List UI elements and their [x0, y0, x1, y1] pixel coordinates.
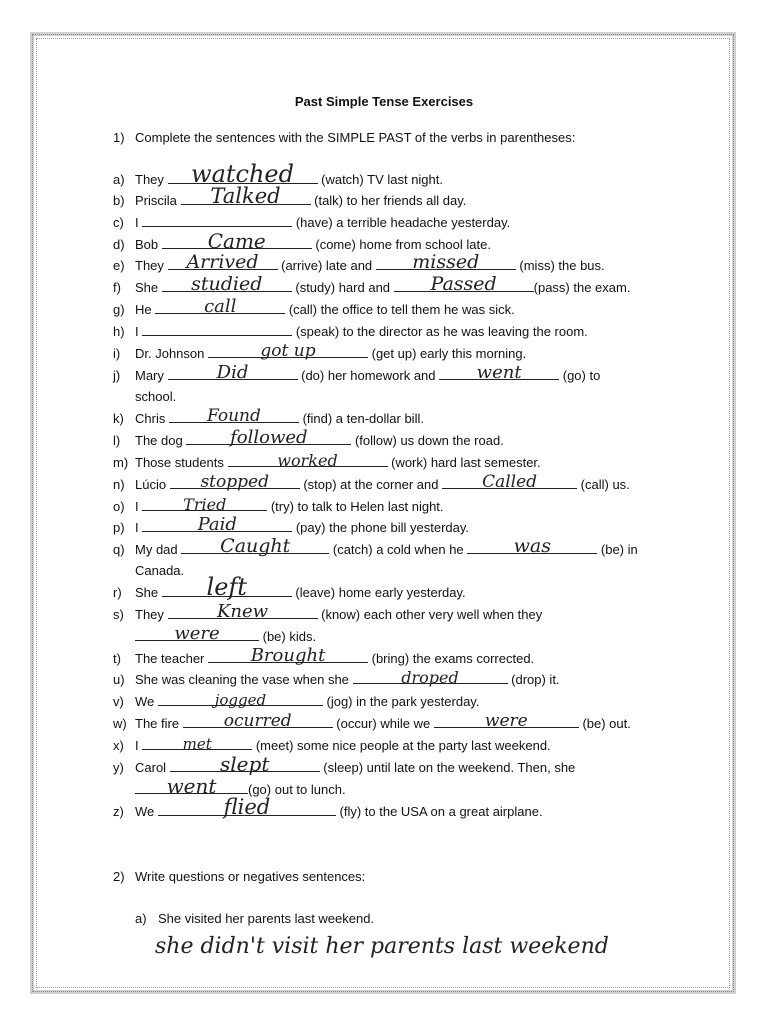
item-letter: x)	[113, 738, 124, 753]
sentence-text: She was cleaning the vase when she	[135, 672, 353, 687]
item-sentence	[135, 668, 560, 688]
sentence-text: (leave) home early yesterday.	[291, 585, 466, 600]
answer-blank[interactable]	[142, 514, 292, 535]
sentence-text: (go) to	[559, 368, 601, 383]
handwritten-answer-word: Found	[207, 406, 261, 426]
handwritten-answer-word: met	[182, 735, 212, 753]
sentence-text: (know) each other very well when they	[317, 607, 543, 622]
item-letter: c)	[113, 215, 124, 230]
sentence-text: (study) hard and	[291, 280, 394, 295]
handwritten-answer-word: Knew	[216, 601, 269, 622]
answer-blank[interactable]	[168, 251, 278, 273]
item-sentence	[135, 184, 467, 209]
item-sentence	[135, 451, 541, 471]
sentence-text: I	[135, 324, 143, 339]
sentence-text: (meet) some nice people at the party last weekend.	[252, 738, 551, 753]
sentence-text: Carol	[135, 760, 170, 775]
answer-blank[interactable]	[442, 472, 577, 492]
handwritten-answer-word: Called	[482, 472, 538, 492]
sentence-text: Those students	[135, 455, 228, 470]
item-sentence	[135, 324, 588, 340]
sentence-text: The teacher	[135, 651, 208, 666]
item-letter: t)	[113, 651, 121, 666]
sentence-text: I	[135, 215, 143, 230]
sentence-text: (stop) at the corner and	[299, 477, 443, 492]
answer-blank[interactable]	[170, 752, 320, 776]
handwritten-answer-word: flied	[223, 795, 271, 819]
sentence-text: She	[135, 280, 162, 295]
handwritten-answer-word: were	[174, 623, 220, 644]
answer-blank[interactable]	[142, 324, 292, 336]
sentence-text: I	[135, 738, 143, 753]
item-letter: a)	[113, 172, 125, 187]
sentence-text: They	[135, 258, 168, 273]
section2-instruction: Write questions or negatives sentences:	[135, 869, 366, 884]
sentence-text: (follow) us down the road.	[351, 433, 504, 448]
handwritten-answer-word: stopped	[200, 472, 269, 492]
sentence-text: Canada.	[135, 563, 185, 578]
item-sentence	[135, 711, 631, 732]
answer-blank[interactable]	[434, 711, 579, 731]
item-sentence	[135, 341, 527, 362]
answer-blank[interactable]	[181, 535, 329, 557]
item-letter: p)	[113, 520, 125, 535]
sentence-text: (find) a ten-dollar bill.	[298, 411, 424, 426]
sentence-text: (do) her homework and	[297, 368, 440, 383]
handwritten-answer-word: went	[166, 774, 217, 798]
answer-blank[interactable]	[394, 273, 534, 295]
answer-blank[interactable]	[162, 273, 292, 295]
item-sentence	[135, 406, 424, 427]
item-letter: m)	[113, 455, 129, 470]
item-sentence	[135, 273, 631, 296]
sentence-text: (arrive) late and	[277, 258, 376, 273]
section2-item-text: She visited her parents last weekend.	[158, 911, 375, 926]
sentence-text: I	[135, 499, 143, 514]
handwritten-answer-word: Passed	[430, 273, 497, 295]
answer-blank[interactable]	[208, 341, 368, 361]
handwritten-answer-word: worked	[277, 451, 338, 470]
item-sentence	[135, 623, 317, 645]
sentence-text: We	[135, 694, 158, 709]
item-letter: z)	[113, 804, 124, 819]
answer-blank[interactable]	[181, 184, 311, 208]
sentence-text: (occur) while we	[332, 716, 434, 731]
handwritten-answer-word: Caught	[220, 535, 291, 557]
answer-blank[interactable]	[162, 229, 312, 253]
section2-item-letter: a)	[135, 911, 147, 926]
item-sentence	[135, 601, 543, 623]
answer-blank[interactable]	[158, 795, 336, 819]
handwritten-answer-word: left	[206, 573, 247, 601]
sentence-text: (bring) the exams corrected.	[368, 651, 535, 666]
item-letter: j)	[113, 368, 121, 383]
sentence-text: Lúcio	[135, 477, 170, 492]
item-sentence	[135, 573, 466, 601]
sentence-text: (sleep) until late on the weekend. Then, she	[319, 760, 576, 775]
handwritten-answer-word: Paid	[197, 514, 237, 535]
answer-blank[interactable]	[169, 406, 299, 426]
section2-number: 2)	[113, 869, 125, 884]
sentence-text: (come) home from school late.	[311, 237, 491, 252]
answer-blank[interactable]	[183, 711, 333, 731]
item-sentence	[135, 645, 535, 667]
sentence-text: (fly) to the USA on a great airplane.	[335, 804, 543, 819]
handwritten-answer-word: got up	[260, 341, 316, 361]
handwritten-answer-word: Brought	[250, 645, 326, 666]
sentence-text: Mary	[135, 368, 168, 383]
handwritten-answer-word: were	[484, 711, 528, 731]
sentence-text: (go) out to lunch.	[248, 782, 346, 797]
sentence-text: My dad	[135, 542, 182, 557]
sentence-text: She	[135, 585, 162, 600]
section1-instruction: Complete the sentences with the SIMPLE PAST of the verbs in parentheses:	[135, 130, 576, 145]
handwritten-answer-word: slept	[220, 752, 270, 776]
item-letter: e)	[113, 258, 125, 273]
sentence-text: We	[135, 804, 158, 819]
handwritten-answer-word: Arrived	[186, 251, 259, 273]
answer-blank[interactable]	[353, 668, 508, 687]
page-title: Past Simple Tense Exercises	[294, 94, 474, 109]
sentence-text: (pass) the exam.	[533, 280, 631, 295]
handwritten-answer-word: Did	[216, 362, 249, 383]
sentence-text: They	[135, 607, 168, 622]
sentence-text: (talk) to her friends all day.	[310, 193, 467, 208]
sentence-text: (work) hard last semester.	[387, 455, 541, 470]
handwritten-answer-word: Talked	[210, 184, 281, 208]
item-letter: l)	[113, 433, 121, 448]
item-letter: q)	[113, 542, 125, 557]
answer-blank[interactable]	[135, 623, 259, 644]
sentence-text: (call) the office to tell them he was sick.	[285, 302, 515, 317]
sentence-text: They	[135, 172, 168, 187]
handwritten-answer[interactable]: she didn't visit her parents last weekend	[155, 934, 609, 959]
sentence-text: The fire	[135, 716, 183, 731]
answer-blank[interactable]	[168, 362, 298, 383]
item-sentence	[135, 535, 638, 558]
answer-blank[interactable]	[155, 296, 285, 317]
handwritten-answer-word: jogged	[214, 691, 267, 709]
handwritten-answer-word: ocurred	[223, 711, 292, 731]
item-letter: v)	[113, 694, 124, 709]
answer-blank[interactable]	[135, 774, 248, 798]
handwritten-answer-word: followed	[230, 427, 308, 448]
answer-blank[interactable]	[158, 691, 323, 709]
sentence-text: (watch) TV last night.	[317, 172, 443, 187]
answer-blank[interactable]	[142, 215, 292, 227]
sentence-text: Dr. Johnson	[135, 346, 208, 361]
sentence-text: (have) a terrible headache yesterday.	[292, 215, 511, 230]
sentence-text: (get up) early this morning.	[368, 346, 527, 361]
sentence-text: (catch) a cold when he	[329, 542, 468, 557]
section1-number: 1)	[113, 130, 125, 145]
handwritten-answer-word: call	[204, 296, 237, 317]
item-sentence	[135, 735, 551, 754]
handwritten-answer-word: went	[476, 362, 522, 383]
sentence-text: (try) to talk to Helen last night.	[267, 499, 444, 514]
item-letter: n)	[113, 477, 125, 492]
handwritten-answer-word: studied	[191, 273, 263, 295]
sentence-text: (jog) in the park yesterday.	[322, 694, 480, 709]
item-sentence	[135, 495, 444, 515]
sentence-text: (miss) the bus.	[515, 258, 605, 273]
item-sentence	[135, 389, 176, 405]
item-letter: s)	[113, 607, 124, 622]
item-letter: y)	[113, 760, 124, 775]
item-letter: g)	[113, 302, 125, 317]
item-letter: k)	[113, 411, 124, 426]
handwritten-answer-word: missed	[412, 251, 480, 273]
item-sentence	[135, 795, 543, 820]
answer-blank[interactable]	[142, 495, 267, 514]
answer-blank[interactable]	[170, 472, 300, 492]
answer-blank[interactable]	[228, 451, 388, 470]
sentence-text: school.	[135, 389, 177, 404]
item-sentence	[135, 514, 470, 536]
sentence-text: He	[135, 302, 156, 317]
item-letter: d)	[113, 237, 125, 252]
answer-blank[interactable]	[467, 535, 597, 557]
item-sentence	[135, 472, 630, 493]
item-letter: u)	[113, 672, 125, 687]
answer-blank[interactable]	[168, 601, 318, 622]
sentence-text: (be) kids.	[259, 629, 317, 644]
item-sentence	[135, 296, 515, 318]
item-letter: i)	[113, 346, 121, 361]
item-letter: r)	[113, 585, 122, 600]
answer-blank[interactable]	[162, 573, 292, 601]
item-sentence	[135, 251, 605, 274]
sentence-text: (pay) the phone bill yesterday.	[292, 520, 470, 535]
answer-blank[interactable]	[376, 251, 516, 273]
sentence-text: The dog	[135, 433, 187, 448]
handwritten-answer-word: Came	[207, 229, 266, 253]
sentence-text: (be) out.	[578, 716, 631, 731]
handwritten-answer-word: droped	[401, 668, 459, 687]
item-sentence	[135, 427, 504, 449]
item-letter: f)	[113, 280, 121, 295]
sentence-text: Chris	[135, 411, 169, 426]
handwritten-answer-word: Tried	[183, 495, 227, 514]
sentence-text: Priscila	[135, 193, 181, 208]
item-letter: h)	[113, 324, 125, 339]
answer-blank[interactable]	[168, 160, 318, 188]
answer-blank[interactable]	[439, 362, 559, 383]
item-sentence	[135, 215, 510, 231]
answer-blank[interactable]	[142, 735, 252, 753]
item-letter: w)	[113, 716, 127, 731]
item-letter: o)	[113, 499, 125, 514]
answer-blank[interactable]	[208, 645, 368, 666]
sentence-text: (speak) to the director as he was leaving the room.	[292, 324, 588, 339]
sentence-text: (drop) it.	[507, 672, 560, 687]
sentence-text: Bob	[135, 237, 162, 252]
sentence-text: I	[135, 520, 143, 535]
item-sentence	[135, 691, 480, 710]
item-letter: b)	[113, 193, 125, 208]
answer-blank[interactable]	[186, 427, 351, 448]
sentence-text: (call) us.	[577, 477, 630, 492]
sentence-text: (be) in	[597, 542, 638, 557]
handwritten-answer-word: was	[513, 535, 551, 557]
item-sentence	[135, 362, 601, 384]
handwritten-answer-word: watched	[191, 160, 294, 188]
